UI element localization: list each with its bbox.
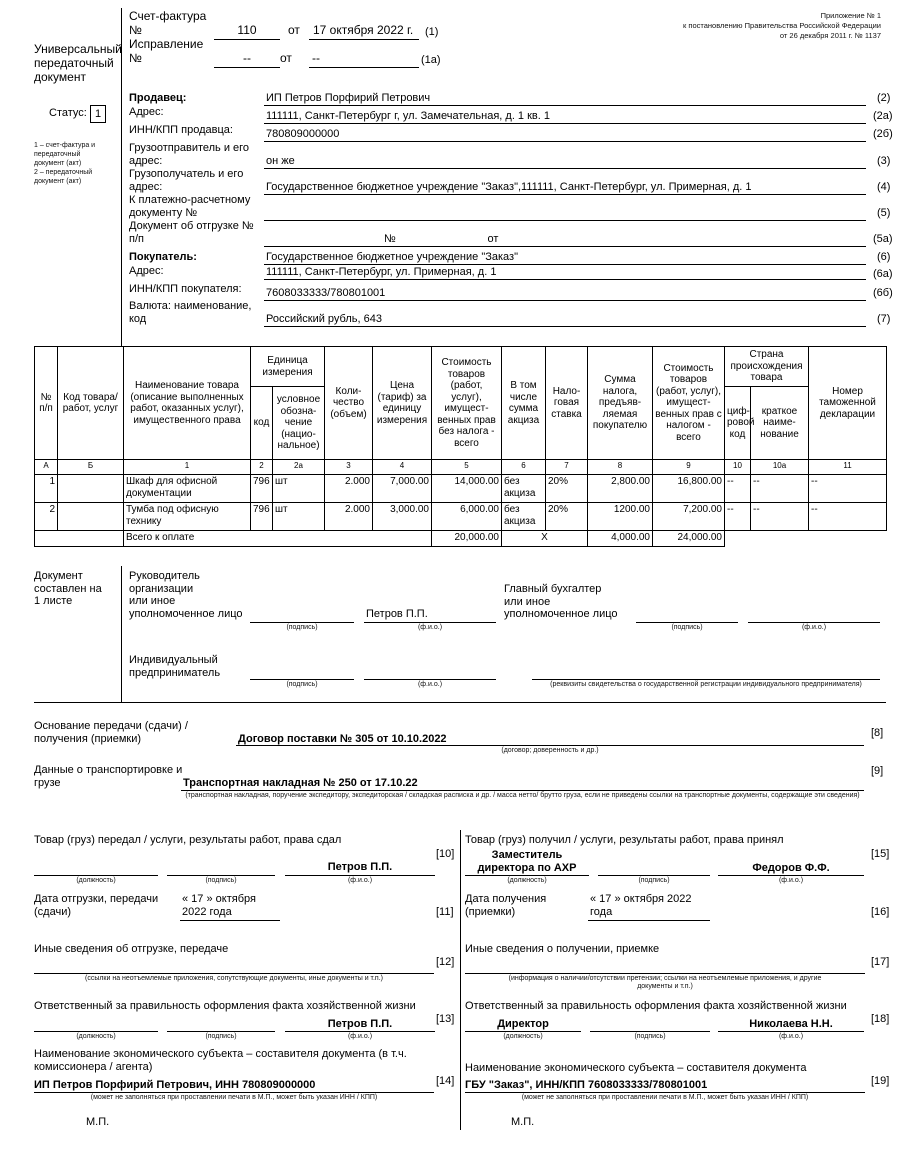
cell-code [58,503,124,531]
col-price: Цена (тариф) за единицу измерения [373,347,432,460]
cell-cost: 6,000.00 [432,503,502,531]
resp-left-sign-line [167,1031,275,1032]
table-row [35,503,887,531]
invoice-number-line [214,39,280,40]
code-15: [15] [871,848,890,860]
recv-date-label: Дата получения (приемки) [465,893,547,918]
resp-right-name-cap: (ф.и.о.) [778,1033,804,1040]
recv-date-line [588,920,710,921]
code-14: [14] [436,1075,455,1087]
correction-date: -- [312,51,320,65]
colnum: 4 [373,460,432,475]
received-sign-line [598,875,710,876]
colnum: 5 [432,460,502,475]
resp-right-sign-cap: (подпись) [634,1033,666,1040]
col-country-name: краткое наиме-нование [751,387,809,460]
cell-excise: без акциза [502,503,546,531]
resp-left-position-line [34,1031,158,1032]
col-country-code: циф-ровой код [725,387,751,460]
shipper-label: Грузоотправитель и его адрес: [129,142,250,167]
transport-code: [9] [871,765,884,777]
shipper-line [264,168,866,169]
payment-doc-code: (5) [877,207,891,219]
received-name: Федоров Ф.Ф. [752,862,830,874]
total-empty [725,531,887,547]
ship-date-value: « 17 » октября 2022 года [182,893,256,918]
seller-label: Продавец: [129,92,187,104]
currency-label: Валюта: наименование, код [129,300,252,325]
seller-code: (2) [877,92,891,104]
head-label: Руководитель организации или иное уполномоченное лицо [129,570,243,620]
entity-left-cap: (может не заполняться при проставлении печати в М.П., может быть указан ИНН / КПП) [90,1094,378,1101]
head-name: Петров П.П. [366,608,428,620]
code-18: [18] [871,1013,890,1025]
cell-unit-name: шт [273,503,325,531]
code-11: [11] [436,906,454,918]
buyer-inn-value: 7608033333/780801001 [266,287,386,299]
center-divider [460,830,461,1130]
buyer-inn-label: ИНН/КПП покупателя: [129,283,242,295]
seller-value: ИП Петров Порфирий Петрович [266,92,431,104]
col-excise: В том числе сумма акциза [502,347,546,460]
col-name: Наименование товара (описание выполненных работ, оказанных услуг), имущественного права [124,347,251,460]
total-blank [35,531,124,547]
chief-name-line [748,622,880,623]
other-ship-label: Иные сведения об отгрузке, передаче [34,943,229,955]
code-12: [12] [436,956,455,968]
correction-date-line [309,67,419,68]
head-name-line [364,622,496,623]
handed-name: Петров П.П. [327,861,393,873]
colnum: 3 [325,460,373,475]
basis-value: Договор поставки № 305 от 10.10.2022 [238,733,447,745]
cell-customs: -- [809,503,887,531]
resp-left-position-cap: (должность) [76,1033,116,1040]
entity-left-line [34,1092,434,1093]
cell-customs: -- [809,475,887,503]
resp-left-name-line [285,1031,435,1032]
resp-right-position-line [465,1031,581,1032]
ie-sign-cap: (подпись) [286,681,318,688]
consignee-code: (4) [877,181,891,193]
header-divider [121,8,122,346]
section-separator [34,702,886,703]
col-unit-code: код [251,387,273,460]
buyer-address-label: Адрес: [129,265,164,277]
received-position: Заместитель директора по АХР [477,849,577,874]
seller-inn-label: ИНН/КПП продавца: [129,124,233,136]
resp-left-label: Ответственный за правильность оформления факта хозяйственной жизни [34,1000,416,1012]
entity-right-label: Наименование экономического субъекта – составителя документа [465,1062,807,1074]
seller-inn-value: 780809000000 [266,128,340,140]
cell-name: Шкаф для офисной документации [124,475,251,503]
handed-name-line [285,875,435,876]
code-19: [19] [871,1075,890,1087]
resp-right-label: Ответственный за правильность оформления факта хозяйственной жизни [465,1000,847,1012]
transport-line [181,790,864,791]
chief-sign-line [636,622,738,623]
seller-address-line [264,123,866,124]
recv-date-value: « 17 » октября 2022 года [590,893,692,918]
colnum: 7 [546,460,588,475]
cell-no: 2 [35,503,58,531]
col-no: № п/п [35,347,58,460]
cell-unit-name: шт [273,475,325,503]
seller-line [264,105,866,106]
colnum: 2 [251,460,273,475]
code-10: [10] [436,848,455,860]
shipment-doc-line [264,246,866,247]
resp-right-position-cap: (должность) [503,1033,543,1040]
correction-number-line [214,67,280,68]
buyer-address-line [264,279,866,280]
colnum: 8 [588,460,653,475]
status-box: 1 [90,105,106,123]
cell-tax: 2,800.00 [588,475,653,503]
other-recv-cap: (информация о наличии/отсутствии претензии; ссылки на неотъемлемые приложения, и другие документы и т.п.) [508,975,822,991]
shipment-doc-label: Документ об отгрузке № п/п [129,220,254,245]
resp-right-sign-line [590,1031,710,1032]
ie-name-cap: (ф.и.о.) [417,681,443,688]
correction-number: -- [243,51,251,65]
stamp-left: М.П. [86,1116,110,1128]
total-excise: X [502,531,588,547]
other-ship-line [34,973,434,974]
col-unit-name: условное обозна-чение (нацио-нальное) [273,387,325,460]
ie-requisites-cap: (реквизиты свидетельства о государственной регистрации индивидуального предпринимателя) [550,681,862,688]
ship-date-label: Дата отгрузки, передачи (сдачи) [34,893,159,918]
invoice-code: (1) [425,26,439,38]
payment-doc-label: К платежно-расчетному документу № [129,194,251,219]
shipper-code: (3) [877,155,891,167]
colnum: 9 [653,460,725,475]
table-row [35,475,887,503]
cell-cost: 14,000.00 [432,475,502,503]
basis-line [236,745,864,746]
seller-address-code: (2а) [873,110,893,122]
buyer-label: Покупатель: [129,251,197,263]
consignee-value: Государственное бюджетное учреждение "Заказ",111111, Санкт-Петербург, ул. Примерная, д. 1 [266,181,752,193]
col-unit: Единица измерения [251,347,325,387]
shipment-doc-code: (5а) [873,233,893,245]
appendix-note: Приложение № 1 к постановлению Правительства Российской Федерации от 26 декабря 2011 г. № 1137 [683,11,881,41]
resp-right-name-line [718,1031,864,1032]
chief-sign-cap: (подпись) [671,624,703,631]
col-total: Стоимость товаров (работ, услуг), имущест-венных прав с налогом - всего [653,347,725,460]
entity-left-value: ИП Петров Порфирий Петрович, ИНН 780809000000 [34,1079,316,1091]
total-row [35,531,887,547]
ie-label: Индивидуальный предприниматель [129,654,221,679]
cell-tax: 1200.00 [588,503,653,531]
cell-country-code: -- [725,475,751,503]
cell-unit-code: 796 [251,475,273,503]
total-cost: 20,000.00 [432,531,502,547]
cell-total: 7,200.00 [653,503,725,531]
invoice-date-line [309,39,419,40]
colnum: 10а [751,460,809,475]
resp-left-sign-cap: (подпись) [205,1033,237,1040]
colnum: Б [58,460,124,475]
head-sign-line [250,622,354,623]
cell-unit-code: 796 [251,503,273,531]
handed-position-cap: (должность) [76,877,116,884]
total-label: Всего к оплате [124,531,432,547]
code-17: [17] [871,956,890,968]
col-country: Страна происхождения товара [725,347,809,387]
col-customs: Номер таможенной декларации [809,347,887,460]
cell-code [58,475,124,503]
entity-right-cap: (может не заполняться при проставлении печати в М.П., может быть указан ИНН / КПП) [521,1094,809,1101]
cell-name: Тумба под офисную технику [124,503,251,531]
other-ship-cap: (ссылки на неотъемлемые приложения, сопутствующие документы, иные документы и т.п.) [84,975,383,982]
entity-right-value: ГБУ "Заказ", ИНН/КПП 7608033333/780801001 [465,1079,708,1091]
basis-code: [8] [871,727,884,739]
invoice-number: 110 [237,23,257,37]
cell-total: 16,800.00 [653,475,725,503]
handed-position-line [34,875,158,876]
total-tax: 4,000.00 [588,531,653,547]
buyer-inn-line [264,300,866,301]
colnum: 10 [725,460,751,475]
received-name-line [718,875,864,876]
colnum: 1 [124,460,251,475]
transport-label: Данные о транспортировке и грузе [34,764,183,789]
cell-qty: 2.000 [325,503,373,531]
stamp-right: М.П. [511,1116,535,1128]
buyer-line [264,264,866,265]
buyer-value: Государственное бюджетное учреждение "Заказ" [266,251,518,263]
resp-left-name-cap: (ф.и.о.) [347,1033,373,1040]
chief-name-cap: (ф.и.о.) [801,624,827,631]
status-note: 1 – счет-фактура и передаточный документ (акт) 2 – передаточный документ (акт) [34,142,96,186]
colnum: 2а [273,460,325,475]
consignee-line [264,194,866,195]
cell-country-code: -- [725,503,751,531]
cell-no: 1 [35,475,58,503]
head-sign-cap: (подпись) [286,624,318,631]
consignee-label: Грузополучатель и его адрес: [129,168,244,193]
shipment-doc-value: № от [384,233,499,245]
entity-left-label: Наименование экономического субъекта – составителя документа (в т.ч. комиссионера / агента) [34,1048,407,1073]
ie-sign-line [250,679,354,680]
buyer-address-code: (6а) [873,268,893,280]
correction-code: (1а) [421,54,441,66]
correction-label: Исправление № [129,37,204,65]
cell-qty: 2.000 [325,475,373,503]
buyer-address-value: 111111, Санкт-Петербург, ул. Примерная, д. 1 [266,266,497,278]
col-rate: Нало-говая ставка [546,347,588,460]
col-qty: Коли-чество (объем) [325,347,373,460]
received-name-cap: (ф.и.о.) [778,877,804,884]
ie-name-line [364,679,496,680]
buyer-code: (6) [877,251,891,263]
entity-right-line [465,1092,865,1093]
resp-left-name: Петров П.П. [327,1018,393,1030]
correction-from: от [280,51,292,65]
resp-right-position: Директор [497,1018,549,1030]
resp-right-name: Николаева Н.Н. [749,1018,833,1030]
basis-label: Основание передачи (сдачи) / получения (приемки) [34,720,188,745]
status-label: Статус: [49,107,87,119]
handed-name-cap: (ф.и.о.) [347,877,373,884]
chief-label: Главный бухгалтер или иное уполномоченное лицо [504,583,618,621]
cell-price: 7,000.00 [373,475,432,503]
cell-rate: 20% [546,475,588,503]
transport-value: Транспортная накладная № 250 от 17.10.22 [183,777,418,789]
colnum: А [35,460,58,475]
pages-note: Документ составлен на 1 листе [34,570,102,608]
received-position-line [465,875,589,876]
currency-code: (7) [877,313,891,325]
head-name-cap: (ф.и.о.) [417,624,443,631]
invoice-from: от [288,23,300,37]
handed-sign-line [167,875,275,876]
invoice-date: 17 октября 2022 г. [313,23,414,37]
code-13: [13] [436,1013,455,1025]
payment-doc-line [264,220,866,221]
seller-inn-line [264,141,866,142]
handed-sign-cap: (подпись) [205,877,237,884]
basis-cap: (договор; доверенность и др.) [501,747,599,754]
other-recv-label: Иные сведения о получении, приемке [465,943,660,955]
cell-excise: без акциза [502,475,546,503]
transport-cap: (транспортная накладная, поручение экспедитору, экспедиторская / складская расписка и др. / масса нетто/ брутто груза, если не приведены ссылки на транспортные документы, содержащие эти сведения) [185,792,860,799]
goods-table [34,346,887,547]
shipper-value: он же [266,155,295,167]
buyer-inn-code: (6б) [873,287,893,299]
received-sign-cap: (подпись) [638,877,670,884]
col-code: Код товара/ работ, услуг [58,347,124,460]
colnum: 6 [502,460,546,475]
document-type: Универсальный передаточный документ [34,42,122,84]
other-recv-line [465,973,865,974]
cell-country-name: -- [751,475,809,503]
total-sum: 24,000.00 [653,531,725,547]
ie-requisites-line [532,679,880,680]
ship-date-line [180,920,280,921]
currency-value: Российский рубль, 643 [266,313,382,325]
seller-address-value: 111111, Санкт-Петербург г, ул. Замечательная, д. 1 кв. 1 [266,110,550,122]
cell-rate: 20% [546,503,588,531]
col-cost: Стоимость товаров (работ, услуг), имущест-венных прав без налога - всего [432,347,502,460]
cell-country-name: -- [751,503,809,531]
invoice-label: Счет-фактура № [129,9,207,37]
received-label: Товар (груз) получил / услуги, результаты работ, права принял [465,834,784,846]
cell-price: 3,000.00 [373,503,432,531]
seller-inn-code: (2б) [873,128,893,140]
currency-line [264,326,866,327]
colnum: 11 [809,460,887,475]
received-position-cap: (должность) [507,877,547,884]
seller-address-label: Адрес: [129,106,164,118]
signature-divider [121,566,122,702]
handed-label: Товар (груз) передал / услуги, результаты работ, права сдал [34,834,342,846]
col-tax: Сумма налога, предъяв-ляемая покупателю [588,347,653,460]
code-16: [16] [871,906,890,918]
